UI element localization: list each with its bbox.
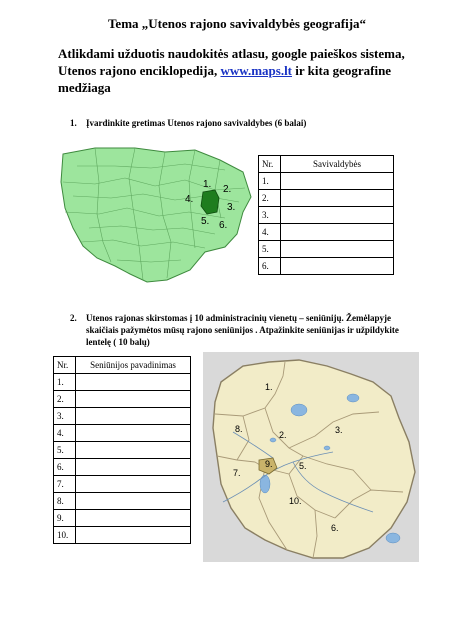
task-1-text: Įvardinkite gretimas Utenos rajono savivaldybes (6 balai) [86,118,307,128]
map-label-3: 3. [227,202,236,213]
table-row [259,190,394,207]
instructions [58,45,438,96]
answer-cell[interactable] [76,442,191,459]
row-number: 2. [259,190,281,207]
table-row [54,493,191,510]
table-row [259,241,394,258]
row-number: 6. [54,459,76,476]
answer-cell[interactable] [76,476,191,493]
map-label-10: 10. [289,496,302,506]
map-label-8: 8. [235,424,243,434]
map-label-5: 5. [299,461,307,471]
map-label-2: 2. [279,430,287,440]
map-label-6: 6. [219,220,228,231]
row-number: 6. [259,258,281,275]
map-label-4: 4. [185,194,194,205]
lithuania-map [55,142,255,292]
seniunijos-table [53,356,191,544]
header-nr: Nr. [259,156,281,173]
task-2-heading [72,312,424,348]
task-2-text: Utenos rajonas skirstomas į 10 administracinių vienetų – seniūnijų. Žemėlapyje skaičiais pažymėtos mūsų rajono seniūnijos . Atpažinkite seniūnijas ir užpildykite lentelę ( 10 balų) [86,313,399,347]
table-row [54,408,191,425]
answer-cell[interactable] [281,224,394,241]
task-1-heading [72,117,412,129]
table-row [259,207,394,224]
answer-cell[interactable] [76,408,191,425]
answer-cell[interactable] [281,173,394,190]
neighbours-table [258,155,394,275]
row-number: 5. [259,241,281,258]
row-number: 10. [54,527,76,544]
map-label-5: 5. [201,216,210,227]
answer-cell[interactable] [281,241,394,258]
header-seniunijos: Seniūnijos pavadinimas [76,357,191,374]
table-row [54,476,191,493]
row-number: 2. [54,391,76,408]
row-number: 4. [54,425,76,442]
table-row [259,258,394,275]
page-title: Tema „Utenos rajono savivaldybės geografija“ [107,16,367,31]
task-2-number: 2. [70,313,77,323]
row-number: 1. [259,173,281,190]
row-number: 1. [54,374,76,391]
instructions-text-end: ir kita geografine medžiaga [58,63,392,95]
row-number: 5. [54,442,76,459]
map-label-1: 1. [265,382,273,392]
header-savivaldybes: Savivaldybės [281,156,394,173]
answer-cell[interactable] [76,493,191,510]
answer-cell[interactable] [281,258,394,275]
table-row [54,459,191,476]
table-row [54,391,191,408]
map-label-3: 3. [335,425,343,435]
table-row [54,425,191,442]
maps-link[interactable]: www.maps.lt [220,63,293,78]
map-label-2: 2. [223,184,232,195]
utena-district-map [203,352,419,562]
row-number: 3. [259,207,281,224]
row-number: 8. [54,493,76,510]
row-number: 3. [54,408,76,425]
answer-cell[interactable] [281,190,394,207]
row-number: 7. [54,476,76,493]
table-row [259,173,394,190]
table-row [54,527,191,544]
row-number: 4. [259,224,281,241]
answer-cell[interactable] [76,459,191,476]
answer-cell[interactable] [76,510,191,527]
table-row [54,510,191,527]
map-label-6: 6. [331,523,339,533]
answer-cell[interactable] [76,527,191,544]
table-header-row [54,357,191,374]
task-1-number: 1. [70,118,77,128]
map-label-7: 7. [233,468,241,478]
table-row [259,224,394,241]
answer-cell[interactable] [76,425,191,442]
instructions-text: Atlikdami užduotis naudokitės atlasu, google paieškos sistema, Utenos rajono enciklopedija, [58,46,405,78]
row-number: 9. [54,510,76,527]
answer-cell[interactable] [281,207,394,224]
map-label-1: 1. [203,179,212,190]
header-nr: Nr. [54,357,76,374]
table-row [54,374,191,391]
map-label-9: 9. [265,459,273,469]
table-row [54,442,191,459]
answer-cell[interactable] [76,374,191,391]
answer-cell[interactable] [76,391,191,408]
table-header-row [259,156,394,173]
